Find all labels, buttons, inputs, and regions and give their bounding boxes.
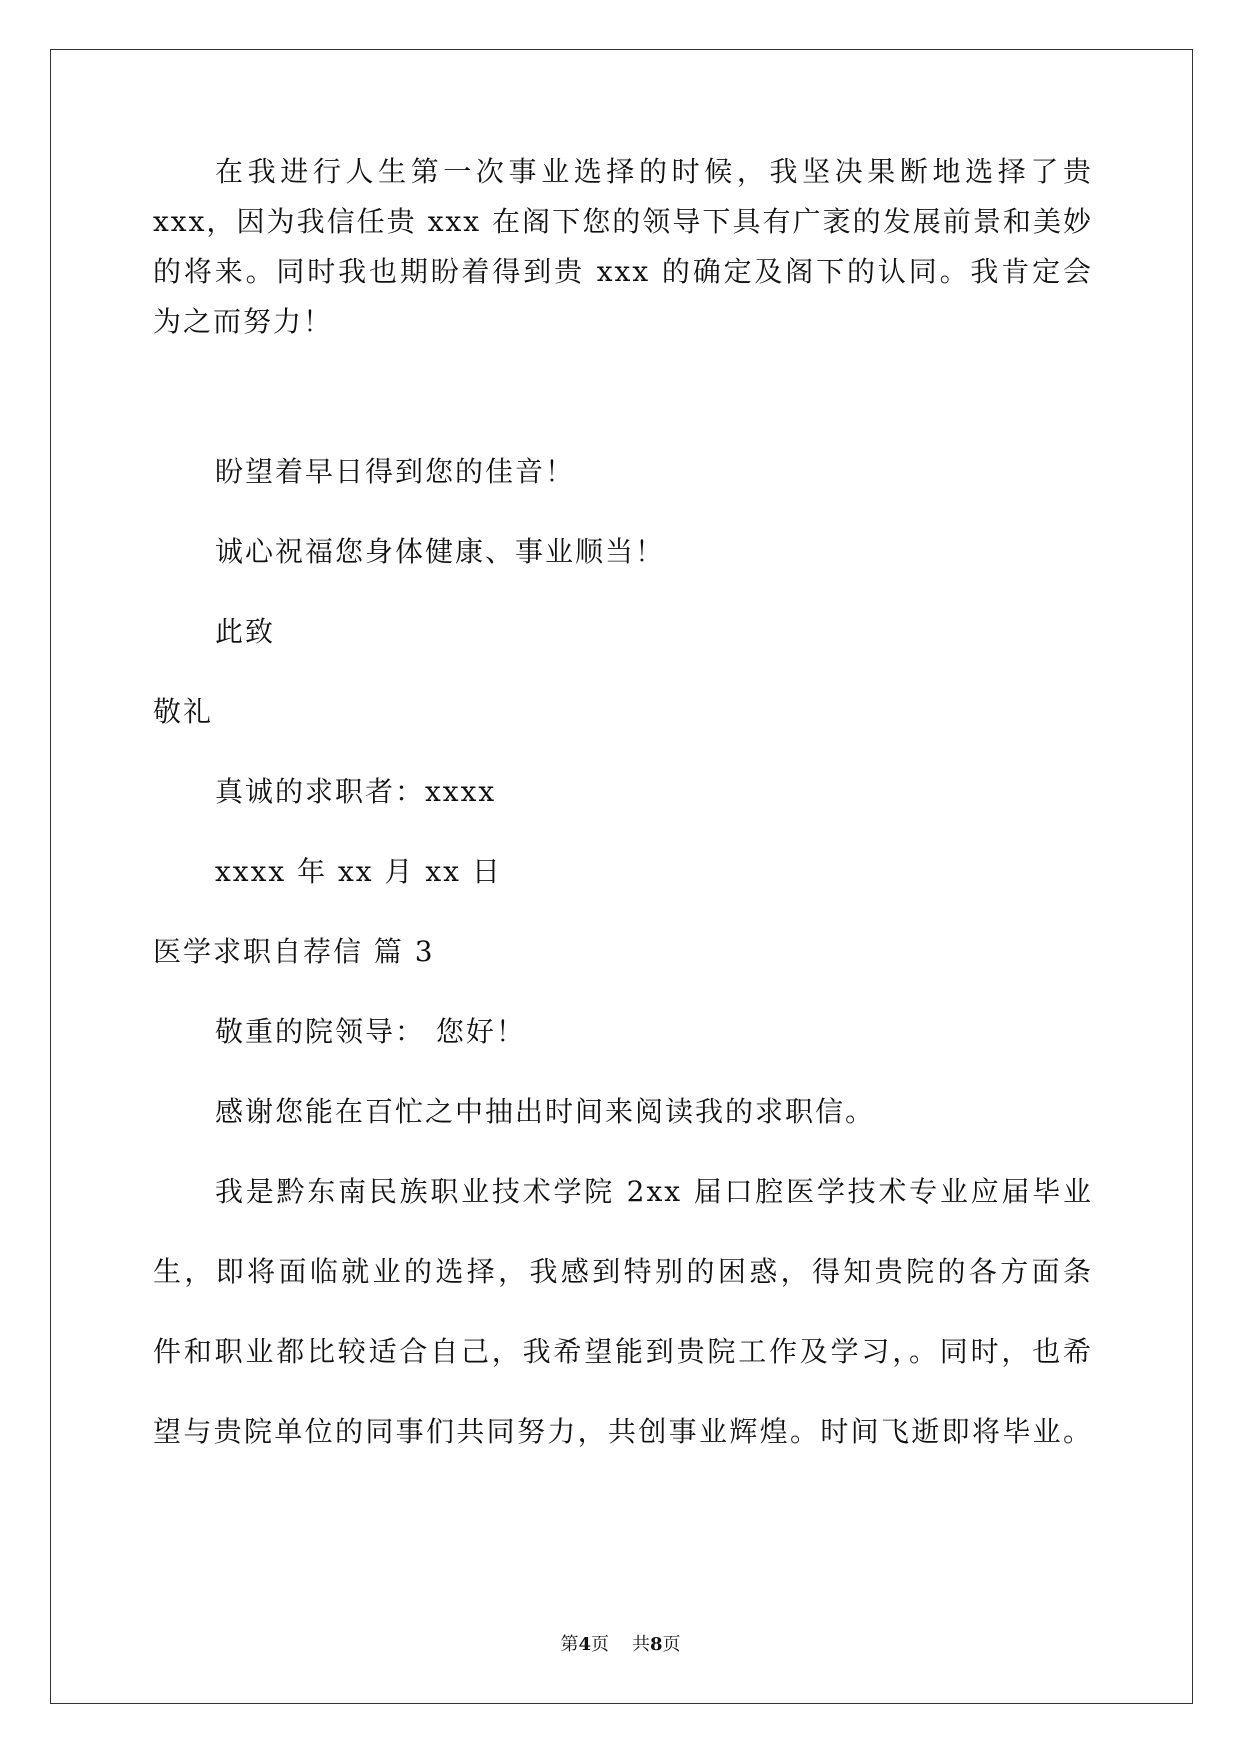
footer-total-pages: 8	[649, 1634, 663, 1655]
paragraph-4-line-1: 我是黔东南民族职业技术学院 2xx 届口腔医学技术专业应届毕业	[215, 1175, 1093, 1208]
paragraph-3: 诚心祝福您身体健康、事业顺当！	[215, 535, 666, 568]
paragraph-2: 盼望着早日得到您的佳音！	[215, 455, 576, 488]
salute: 敬礼	[153, 695, 214, 728]
closing: 此致	[215, 615, 276, 648]
paragraph-1-line-2: xxx，因为我信任贵 xxx 在阁下您的领导下具有广袤的发展前景和美妙	[153, 205, 1093, 238]
paragraph-1-line-1: 在我进行人生第一次事业选择的时候，我坚决果断地选择了贵	[215, 155, 1093, 188]
thanks: 感谢您能在百忙之中抽出时间来阅读我的求职信。	[215, 1095, 876, 1128]
signature: 真诚的求职者：xxxx	[215, 775, 497, 808]
page-footer	[0, 1630, 1241, 1656]
paragraph-4-line-4: 望与贵院单位的同事们共同努力，共创事业辉煌。时间飞逝即将毕业。	[153, 1415, 1093, 1448]
footer-page-number: 4	[578, 1634, 592, 1655]
footer-page-suffix: 页	[591, 1634, 610, 1655]
footer-total-prefix: 共	[631, 1634, 650, 1655]
paragraph-4-line-3: 件和职业都比较适合自己，我希望能到贵院工作及学习，。同时，也希	[153, 1335, 1093, 1368]
date: xxxx 年 xx 月 xx 日	[215, 855, 502, 888]
paragraph-1-line-3: 的将来。同时我也期盼着得到贵 xxx 的确定及阁下的认同。我肯定会	[153, 255, 1093, 288]
section-title: 医学求职自荐信 篇 3	[153, 935, 435, 968]
paragraph-4-line-2: 生，即将面临就业的选择，我感到特别的困惑，得知贵院的各方面条	[153, 1255, 1093, 1288]
footer-total-suffix: 页	[662, 1634, 681, 1655]
footer-prefix: 第	[560, 1634, 579, 1655]
paragraph-1-line-4: 为之而努力！	[153, 305, 334, 338]
greeting: 敬重的院领导： 您好！	[215, 1015, 526, 1048]
